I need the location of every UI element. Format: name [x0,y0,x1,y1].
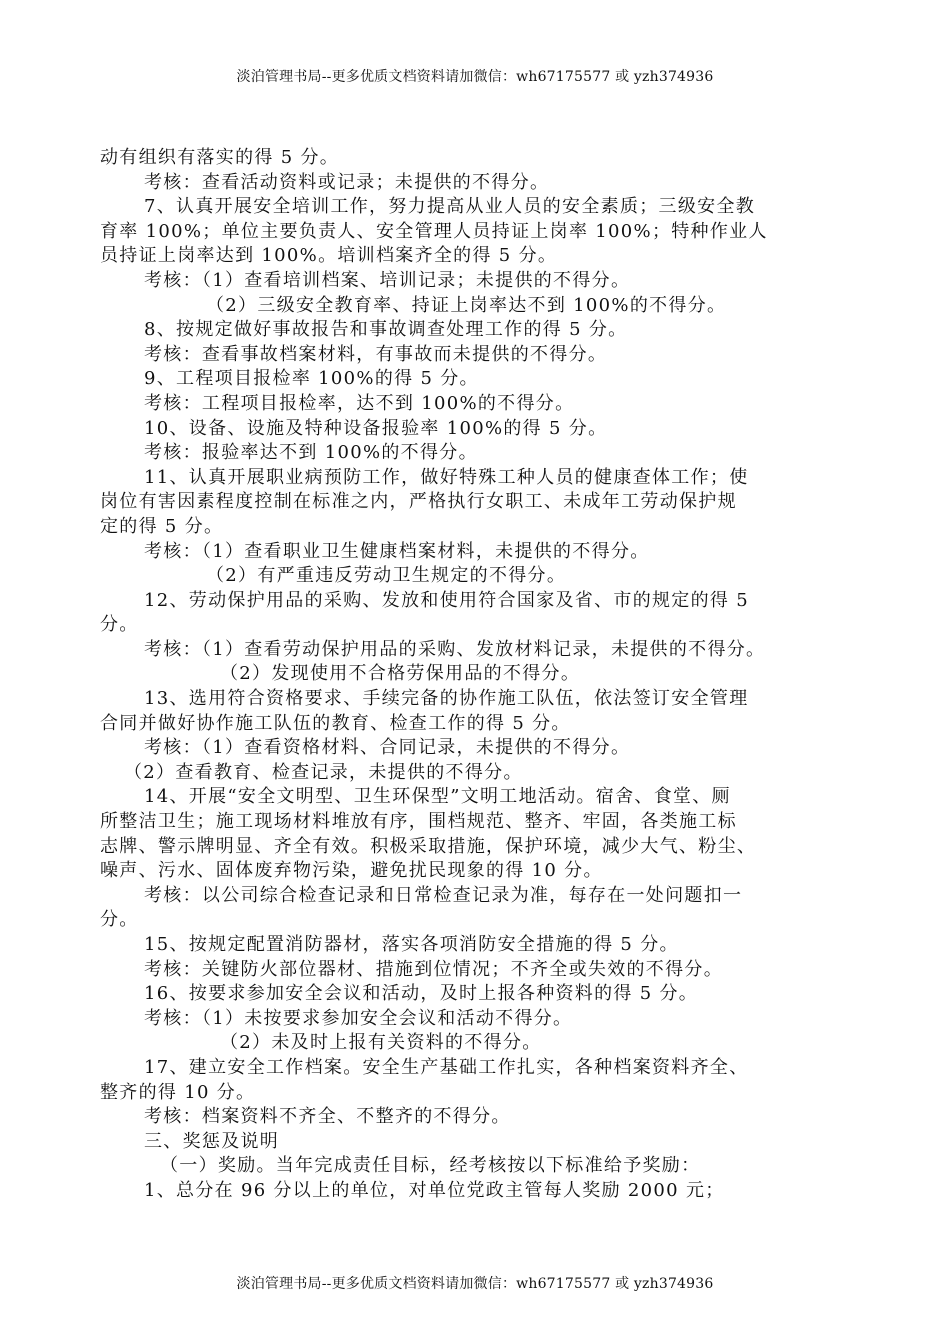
text-line: 10、设备、设施及特种设备报验率 100%的得 5 分。 [144,417,608,439]
text-line: 14、开展“安全文明型、卫生环保型”文明工地活动。宿舍、食堂、厕 [144,786,731,808]
text-line: 动有组织有落实的得 5 分。 [100,147,340,168]
text-line: 整齐的得 10 分。 [100,1081,256,1103]
text-line: 考核：档案资料不齐全、不整齐的不得分。 [144,1106,511,1128]
text-line: 考核：（1）查看劳动保护用品的采购、发放材料记录，未提供的不得分。 [144,638,766,660]
text-line: 7、认真开展安全培训工作，努力提高从业人员的安全素质；三级安全教 [144,196,756,218]
text-line: 志牌、警示牌明显、齐全有效。积极采取措施，保护环境，减少大气、粉尘、 [100,835,757,857]
text-line: 17、建立安全工作档案。安全生产基础工作扎实，各种档案资料齐全、 [144,1056,749,1078]
text-line: （一）奖励。当年完成责任目标，经考核按以下标准给予奖励： [160,1155,701,1177]
text-line: 所整洁卫生；施工现场材料堆放有序，围档规范、整齐、牢固，各类施工标 [100,811,737,833]
text-line: 考核：（1）未按要求参加安全会议和活动不得分。 [144,1007,573,1029]
text-line: 15、按规定配置消防器材，落实各项消防安全措施的得 5 分。 [144,934,679,955]
text-line: 13、选用符合资格要求、手续完备的协作施工队伍，依法签订安全管理 [144,688,749,710]
text-line: （2）发现使用不合格劳保用品的不得分。 [220,663,581,685]
text-line: 考核：查看活动资料或记录；未提供的不得分。 [144,171,550,193]
text-line: 11、认真开展职业病预防工作，做好特殊工种人员的健康查体工作；使 [144,466,749,488]
text-line: 8、按规定做好事故报告和事故调查处理工作的得 5 分。 [144,319,628,341]
text-line: 考核：报验率达不到 100%的不得分。 [144,442,478,464]
text-line: 考核：工程项目报检率，达不到 100%的不得分。 [144,392,575,414]
text-line: 9、工程项目报检率 100%的得 5 分。 [144,368,479,390]
text-line: （2）查看教育、检查记录，未提供的不得分。 [124,761,523,783]
text-line: 考核：（1）查看职业卫生健康档案材料，未提供的不得分。 [144,540,650,562]
text-line: 12、劳动保护用品的采购、发放和使用符合国家及省、市的规定的得 5 [144,589,749,611]
text-line: 噪声、污水、固体废弃物污染，避免扰民现象的得 10 分。 [100,860,603,882]
text-line: 考核：（1）查看资格材料、合同记录，未提供的不得分。 [144,737,631,759]
text-line: 考核：查看事故档案材料，有事故而未提供的不得分。 [144,343,608,365]
text-line: 考核：关键防火部位器材、措施到位情况；不齐全或失效的不得分。 [144,958,723,980]
page-footer: 淡泊管理书局--更多优质文档资料请加微信：wh67175577 或 yzh374936 [236,1276,714,1292]
text-line: 考核：（1）查看培训档案、培训记录；未提供的不得分。 [144,269,631,291]
text-line: 员持证上岗率达到 100%。培训档案齐全的得 5 分。 [100,245,558,267]
text-line: 育率 100%；单位主要负责人、安全管理人员持证上岗率 100%；特种作业人 [100,220,768,242]
text-line: 岗位有害因素程度控制在标准之内，严格执行女职工、未成年工劳动保护规 [100,491,737,513]
text-line: 考核：以公司综合检查记录和日常检查记录为准，每存在一处问题扣一 [144,884,743,906]
text-line: 合同并做好协作施工队伍的教育、检查工作的得 5 分。 [100,712,571,734]
text-line: 分。 [100,614,139,636]
text-line: 16、按要求参加安全会议和活动，及时上报各种资料的得 5 分。 [144,983,699,1005]
text-line: （2）未及时上报有关资料的不得分。 [220,1032,542,1054]
section-heading: 三、奖惩及说明 [144,1130,280,1152]
text-line: 分。 [100,909,139,931]
text-line: （2）三级安全教育率、持证上岗率达不到 100%的不得分。 [206,294,727,316]
text-line: （2）有严重违反劳动卫生规定的不得分。 [206,565,567,587]
text-line: 1、总分在 96 分以上的单位，对单位党政主管每人奖励 2000 元； [144,1179,725,1201]
document-body [100,146,856,1204]
page-header: 淡泊管理书局--更多优质文档资料请加微信：wh67175577 或 yzh374936 [236,69,714,85]
text-line: 定的得 5 分。 [100,515,224,537]
